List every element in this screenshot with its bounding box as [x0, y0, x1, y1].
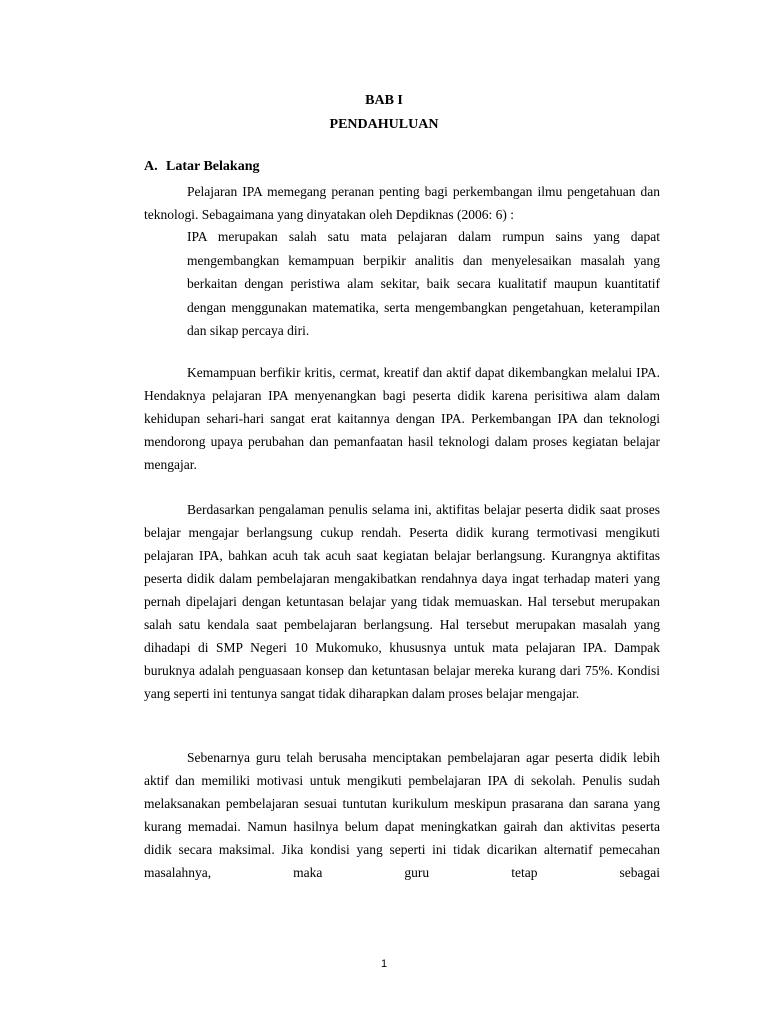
- paragraph-1: Pelajaran IPA memegang peranan penting bagi perkembangan ilmu pengetahuan dan teknologi. Sebagaimana yang dinyatakan oleh Depdiknas (2006: 6) :: [144, 184, 660, 222]
- paragraph-3: Berdasarkan pengalaman penulis selama ini, aktifitas belajar peserta didik saat proses belajar mengajar berlangsung cukup rendah. Peserta didik kurang termotivasi mengikuti pelajaran IPA, bahkan acuh tak acuh saat kegiatan belajar berlangsung. Kurangnya aktifitas peserta didik dalam pembelajaran mengakibatkan rendahnya daya ingat terhadap materi yang pernah dipelajari dengan ketuntasan belajar yang tidak memuaskan. Hal tersebut merupakan salah satu kendala saat pembelajaran berlangsung. Hal tersebut merupakan masalah yang dihadapi di SMP Negeri 10 Mukomuko, khususnya untuk mata pelajaran IPA. Dampak buruknya adalah penguasaan konsep dan ketuntasan belajar mereka kurang dari 75%. Kondisi yang seperti ini tentunya sangat tidak diharapkan dalam proses belajar mengajar.: [144, 502, 660, 701]
- section-title: Latar Belakang: [166, 159, 260, 174]
- chapter-label: BAB I: [365, 93, 403, 108]
- chapter-title: PENDAHULUAN: [329, 117, 439, 132]
- section-heading: [144, 159, 259, 175]
- page-number: 1: [380, 958, 388, 970]
- section-number: A.: [144, 159, 158, 174]
- paragraph-2: Kemampuan berfikir kritis, cermat, kreatif dan aktif dapat dikembangkan melalui IPA. Hendaknya pelajaran IPA menyenangkan bagi peserta didik karena perisitiwa alam dalam kehidupan sehari-hari sangat erat kaitannya dengan IPA. Perkembangan IPA dan teknologi mendorong upaya perubahan dan pemanfaatan hasil teknologi dalam proses kegiatan belajar mengajar.: [144, 365, 660, 472]
- block-quote: IPA merupakan salah satu mata pelajaran dalam rumpun sains yang dapat mengembangkan kemampuan berpikir analitis dan menyelesaikan masalah yang berkaitan dengan peristiwa alam sekitar, baik secara kualitatif maupun kuantitatif dengan menggunakan matematika, serta mengembangkan pengetahuan, keterampilan dan sikap percaya diri.: [187, 229, 660, 338]
- paragraph-4: Sebenarnya guru telah berusaha menciptakan pembelajaran agar peserta didik lebih aktif dan memiliki motivasi untuk mengikuti pembelajaran IPA di sekolah. Penulis sudah melaksanakan pembelajaran sesuai tuntutan kurikulum meskipun prasarana dan sarana yang kurang memadai. Namun hasilnya belum dapat meningkatkan gairah dan aktivitas peserta didik secara maksimal. Jika kondisi yang seperti ini tidak dicarikan alternatif pemecahan masalahnya, maka guru tetap sebagai: [144, 750, 660, 880]
